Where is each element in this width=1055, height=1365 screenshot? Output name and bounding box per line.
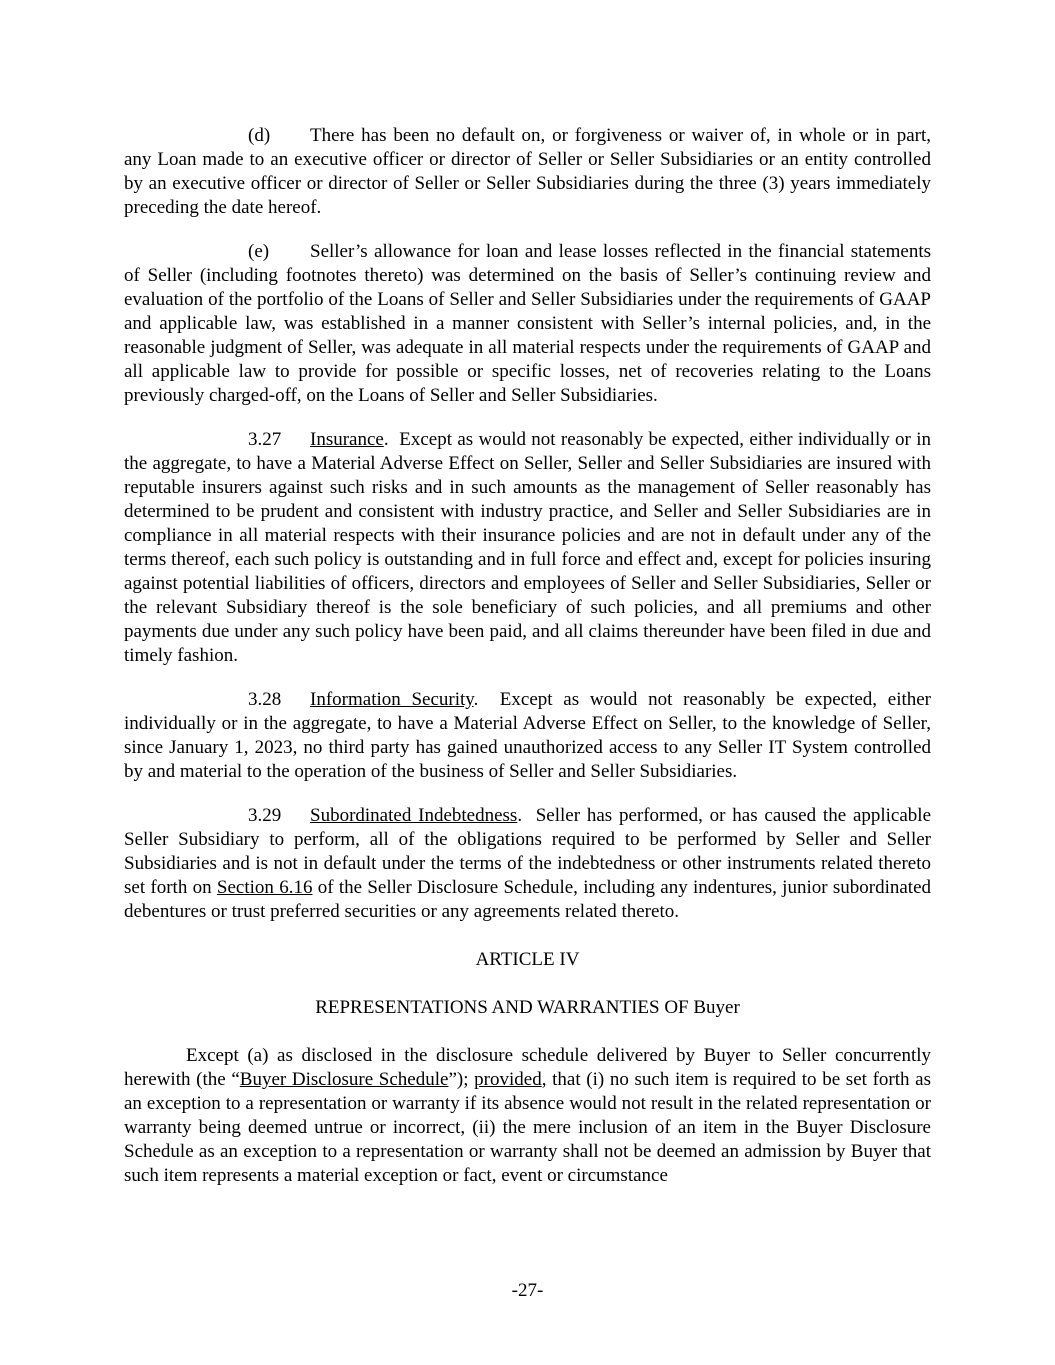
- defined-term-buyer-disclosure-schedule: Buyer Disclosure Schedule: [239, 1069, 449, 1090]
- article-number: ARTICLE IV: [475, 949, 580, 970]
- section-3-28-information-security: 3.28 Information Security. Except as would not reasonably be expected, either individually or in the aggregate, to have a Material Adverse Effect on Seller, to the knowledge of Seller, since January 1, 2023, no third party has gained unauthorized access to any Seller IT System controlled by and material to the operation of the business of Seller and Seller Subsidiaries.: [124, 689, 932, 782]
- section-heading: Information Security: [310, 689, 474, 710]
- proviso-term: provided: [474, 1069, 542, 1090]
- paragraph-d: [124, 124, 931, 220]
- section-heading: Subordinated Indebtedness: [310, 805, 518, 826]
- page-number: -27-: [511, 1280, 544, 1301]
- section-3-27-insurance: 3.27 Insurance. Except as would not reasonably be expected, either individually or in the aggregate, to have a Material Adverse Effect on Seller, Seller and Seller Subsidiaries are insured with reputable insurers against such risks and in such amounts as the management of Seller reasonably has determined to be prudent and consistent with industry practice, and Seller and Seller Subsidiaries are in compliance in all material respects with their insurance policies and are not in default under any of the terms thereof, each such policy is outstanding and in full force and effect and, except for policies insuring against potential liabilities of officers, directors and employees of Seller and Seller Subsidiaries, Seller or the relevant Subsidiary thereof is the sole beneficiary of such policies, and all premiums and other payments due under any such policy have been paid, and all claims thereunder have been filed in due and timely fashion.: [124, 429, 931, 666]
- section-text: Except as would not reasonably be expected, either individually or in the aggregate, to have a Material Adverse Effect on Seller, Seller and Seller Subsidiaries are insured with reputable insurers against such risks and in such amounts as the management of Seller reasonably has determined to be prudent and consistent with industry practice, and Seller and Seller Subsidiaries are in compliance in all material respects with their insurance policies and are not in default under any of the terms thereof, each such policy is outstanding and in full force and effect and, except for policies insuring against potential liabilities of officers, directors and employees of Seller and Seller Subsidiaries, Seller or the relevant Subsidiary thereof is the sole beneficiary of such policies, and all premiums and other payments due under any such policy have been paid, and all claims thereunder have been filed in due and timely fashion.: [124, 429, 931, 666]
- paragraph-label: (d): [248, 125, 271, 146]
- section-number: 3.28: [248, 689, 282, 710]
- paragraph-label: (e): [248, 241, 270, 262]
- section-heading: Insurance: [310, 429, 384, 450]
- document-page: [124, 124, 931, 1208]
- paragraph-e: [124, 240, 931, 408]
- section-number: 3.29: [248, 805, 282, 826]
- section-3-29-subordinated-indebtedness: 3.29 Subordinated Indebtedness. Seller has performed, or has caused the applicable Seller Subsidiary to perform, all of the obligations required to be performed by Seller and Seller Subsidiaries and is not in default under the terms of the indebtedness or other instruments related thereto set forth on Section 6.16 of the Seller Disclosure Schedule, including any indentures, junior subordinated debentures or trust preferred securities or any agreements related thereto.: [124, 805, 932, 922]
- intro-text-1: Except (a) as disclosed in the disclosure schedule delivered by Buyer to Seller concurrently herewith (the “: [124, 1045, 931, 1090]
- section-text-after: of the Seller Disclosure Schedule, including any indentures, junior subordinated debentures or trust preferred securities or any agreements related thereto.: [124, 877, 932, 922]
- intro-text-2: ”);: [448, 1069, 475, 1090]
- article-intro-paragraph: [124, 1044, 931, 1188]
- paragraph-text: There has been no default on, or forgiveness or waiver of, in whole or in part, any Loan made to an executive officer or director of Seller or Seller Subsidiaries or an entity controlled by an executive officer or director of Seller or Seller Subsidiaries during the three (3) years immediately preceding the date hereof.: [124, 125, 931, 218]
- intro-text-3: , that (i) no such item is required to be set forth as an exception to a representation or warranty if its absence would not result in the related representation or warranty being deemed untrue or incorrect, (ii) the mere inclusion of an item in the Buyer Disclosure Schedule as an exception to a representation or warranty shall not be deemed an admission by Buyer that such item represents a material exception or fact, event or circumstance: [124, 1069, 931, 1186]
- section-text: Except as would not reasonably be expected, either individually or in the aggregate, to have a Material Adverse Effect on Seller, to the knowledge of Seller, since January 1, 2023, no third party has gained unauthorized access to any Seller IT System controlled by and material to the operation of the business of Seller and Seller Subsidiaries.: [124, 689, 932, 782]
- section-reference-link: Section 6.16: [216, 877, 313, 898]
- section-text-before: Seller has performed, or has caused the applicable Seller Subsidiary to perform, all of the obligations required to be performed by Seller and Seller Subsidiaries and is not in default under the terms of the indebtedness or other instruments related thereto set forth on: [124, 805, 932, 898]
- article-title: REPRESENTATIONS AND WARRANTIES OF Buyer: [315, 997, 740, 1018]
- paragraph-text: Seller’s allowance for loan and lease losses reflected in the financial statements of Seller (including footnotes thereto) was determined on the basis of Seller’s continuing review and evaluation of the portfolio of the Loans of Seller and Seller Subsidiaries under the requirements of GAAP and applicable law, was established in a manner consistent with Seller’s internal policies, and, in the reasonable judgment of Seller, was adequate in all material respects under the requirements of GAAP and all applicable law to provide for possible or specific losses, net of recoveries relating to the Loans previously charged-off, on the Loans of Seller and Seller Subsidiaries.: [124, 241, 931, 406]
- section-number: 3.27: [248, 429, 282, 450]
